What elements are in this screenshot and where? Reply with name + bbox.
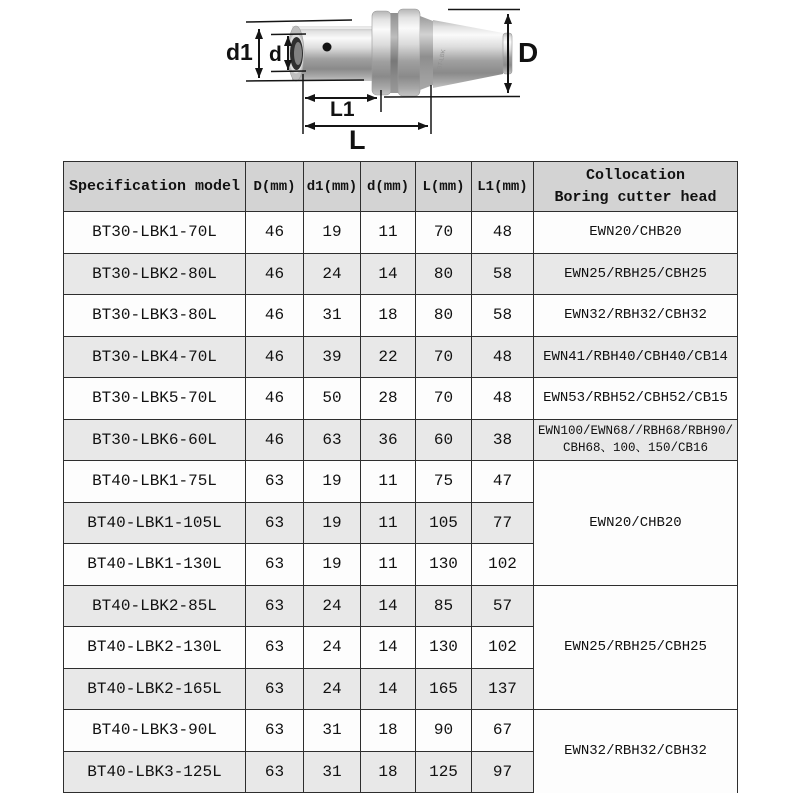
D-value-cell: 46 [246, 295, 304, 337]
collocation-header-line2: Boring cutter head [554, 188, 717, 206]
clamp-screw-hole [323, 43, 332, 52]
d1-value-cell: 31 [304, 295, 361, 337]
table-row [64, 378, 738, 420]
table-row [64, 253, 738, 295]
L1-value-cell: 102 [472, 627, 534, 669]
L1-value-cell: 38 [472, 419, 534, 461]
model-cell: BT30-LBK4-70L [64, 336, 246, 378]
D-value-cell: 46 [246, 378, 304, 420]
L-value-cell: 80 [416, 295, 472, 337]
collocation-cell [534, 295, 738, 337]
D-value-cell: 63 [246, 668, 304, 710]
tool-holder-diagram [0, 0, 800, 160]
L-value-cell: 85 [416, 585, 472, 627]
d1-value-cell: 19 [304, 502, 361, 544]
table-row [64, 419, 738, 461]
model-cell: BT40-LBK1-130L [64, 544, 246, 586]
collocation-cell [534, 336, 738, 378]
L1-value-cell: 97 [472, 751, 534, 793]
model-cell: BT30-LBK1-70L [64, 212, 246, 254]
model-cell: BT40-LBK1-75L [64, 461, 246, 503]
D-label: D [518, 37, 539, 68]
collocation-line: EWN32/RBH32/CBH32 [564, 743, 707, 760]
L1-value-cell: 58 [472, 295, 534, 337]
model-cell: BT30-LBK6-60L [64, 419, 246, 461]
col-header-collocation [534, 162, 738, 212]
D-value-cell: 63 [246, 461, 304, 503]
v-flange-neck [420, 16, 433, 90]
flange-ring-2 [398, 9, 420, 96]
collocation-cell [534, 419, 738, 461]
model-cell: BT30-LBK5-70L [64, 378, 246, 420]
spec-table [63, 161, 738, 793]
d1-value-cell: 19 [304, 544, 361, 586]
collocation-line: EWN32/RBH32/CBH32 [564, 307, 707, 324]
L-value-cell: 105 [416, 502, 472, 544]
flange-ring-1 [372, 11, 391, 95]
d-value-cell: 14 [361, 585, 416, 627]
spec-table-header [64, 162, 738, 212]
d1-value-cell: 63 [304, 419, 361, 461]
d-value-cell: 11 [361, 502, 416, 544]
d1-value-cell: 19 [304, 212, 361, 254]
L-value-cell: 75 [416, 461, 472, 503]
model-cell: BT40-LBK2-165L [64, 668, 246, 710]
d-value-cell: 28 [361, 378, 416, 420]
d-value-cell: 14 [361, 668, 416, 710]
bore-inner-wall [294, 42, 302, 65]
col-header-L: L(mm) [416, 162, 472, 212]
L-value-cell: 80 [416, 253, 472, 295]
collocation-cell [534, 212, 738, 254]
L1-value-cell: 67 [472, 710, 534, 752]
d-value-cell: 14 [361, 627, 416, 669]
collocation-cell [534, 461, 738, 586]
D-value-cell: 63 [246, 710, 304, 752]
spec-table-body [64, 212, 738, 793]
collocation-cell [534, 378, 738, 420]
L1-value-cell: 77 [472, 502, 534, 544]
d-value-cell: 11 [361, 212, 416, 254]
col-header-specification-model: Specification model [64, 162, 246, 212]
d-value-cell: 36 [361, 419, 416, 461]
L1-value-cell: 102 [472, 544, 534, 586]
table-row [64, 212, 738, 254]
model-cell: BT30-LBK2-80L [64, 253, 246, 295]
d-value-cell: 18 [361, 751, 416, 793]
flange-groove [391, 13, 399, 93]
L-value-cell: 70 [416, 212, 472, 254]
d1-value-cell: 31 [304, 710, 361, 752]
D-value-cell: 63 [246, 585, 304, 627]
collocation-cell [534, 253, 738, 295]
L1-value-cell: 48 [472, 212, 534, 254]
col-header-L1: L1(mm) [472, 162, 534, 212]
collocation-line: EWN20/CHB20 [589, 224, 682, 241]
col-header-d1: d1(mm) [304, 162, 361, 212]
d1-value-cell: 31 [304, 751, 361, 793]
D-value-cell: 46 [246, 336, 304, 378]
collocation-cell [534, 710, 738, 793]
L-value-cell: 90 [416, 710, 472, 752]
model-cell: BT40-LBK3-90L [64, 710, 246, 752]
collocation-line: CBH68、100、150/CB16 [562, 440, 709, 455]
D-value-cell: 46 [246, 212, 304, 254]
L-value-cell: 125 [416, 751, 472, 793]
d1-value-cell: 24 [304, 668, 361, 710]
d1-value-cell: 50 [304, 378, 361, 420]
L1-value-cell: 48 [472, 378, 534, 420]
table-row [64, 585, 738, 627]
tool-holder-drawing [0, 0, 800, 160]
table-row [64, 461, 738, 503]
d-value-cell: 11 [361, 461, 416, 503]
L-label: L [349, 125, 366, 155]
L1-value-cell: 57 [472, 585, 534, 627]
d-value-cell: 18 [361, 710, 416, 752]
L1-value-cell: 58 [472, 253, 534, 295]
collocation-line: EWN25/RBH25/CBH25 [564, 265, 707, 282]
collocation-line: EWN20/CHB20 [589, 514, 682, 531]
L-value-cell: 70 [416, 336, 472, 378]
header-row [64, 162, 738, 212]
L-value-cell: 60 [416, 419, 472, 461]
body-highlight [292, 26, 374, 29]
L-value-cell: 130 [416, 627, 472, 669]
L-value-cell: 70 [416, 378, 472, 420]
d1-value-cell: 39 [304, 336, 361, 378]
model-cell: BT40-LBK1-105L [64, 502, 246, 544]
col-header-d: d(mm) [361, 162, 416, 212]
model-cell: BT40-LBK2-130L [64, 627, 246, 669]
d-value-cell: 18 [361, 295, 416, 337]
d1-value-cell: 24 [304, 585, 361, 627]
D-value-cell: 46 [246, 253, 304, 295]
table-row [64, 710, 738, 752]
d-label: d [269, 43, 282, 66]
d-value-cell: 11 [361, 544, 416, 586]
collocation-line: EWN53/RBH52/CBH52/CB15 [543, 390, 728, 407]
L1-value-cell: 48 [472, 336, 534, 378]
d-value-cell: 22 [361, 336, 416, 378]
tool-holder-photo [288, 9, 512, 96]
table-row [64, 295, 738, 337]
L1-label: L1 [330, 98, 355, 121]
d1-value-cell: 24 [304, 253, 361, 295]
col-header-D: D(mm) [246, 162, 304, 212]
D-value-cell: 46 [246, 419, 304, 461]
D-value-cell: 63 [246, 751, 304, 793]
L-value-cell: 130 [416, 544, 472, 586]
collocation-line: EWN25/RBH25/CBH25 [564, 639, 707, 656]
D-value-cell: 63 [246, 627, 304, 669]
model-cell: BT30-LBK3-80L [64, 295, 246, 337]
collocation-line: EWN41/RBH40/CBH40/CB14 [543, 348, 728, 365]
collocation-line: EWN100/EWN68//RBH68/RBH90/ [537, 423, 734, 438]
d1-label: d1 [226, 39, 253, 65]
D-value-cell: 63 [246, 544, 304, 586]
D-value-cell: 63 [246, 502, 304, 544]
collocation-cell [534, 585, 738, 710]
model-cell: BT40-LBK3-125L [64, 751, 246, 793]
L1-value-cell: 47 [472, 461, 534, 503]
L-value-cell: 165 [416, 668, 472, 710]
d-value-cell: 14 [361, 253, 416, 295]
model-cell: BT40-LBK2-85L [64, 585, 246, 627]
d1-value-cell: 24 [304, 627, 361, 669]
collocation-header-line1: Collocation [585, 166, 686, 184]
d1-value-cell: 19 [304, 461, 361, 503]
L1-value-cell: 137 [472, 668, 534, 710]
engraved-marking: BT-LBK [437, 48, 448, 71]
table-row [64, 336, 738, 378]
